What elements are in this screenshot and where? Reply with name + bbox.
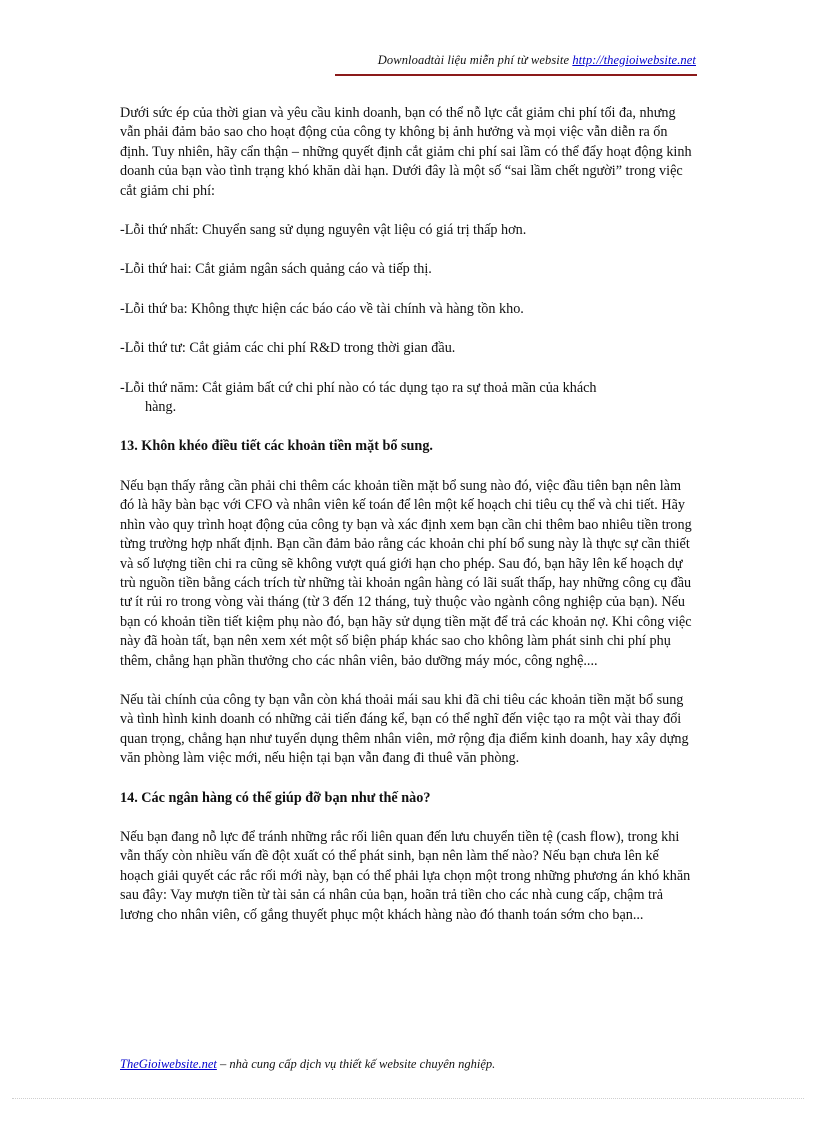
list-item-text: -Lỗi thứ hai: Cắt giảm ngân sách quảng cáo và tiếp thị.: [120, 261, 432, 278]
list-item: [120, 300, 696, 319]
section-13-heading: 13. Khôn khéo điều tiết các khoản tiền mặt bổ sung.: [120, 438, 433, 455]
list-item-text: -Lỗi thứ ba: Không thực hiện các báo cáo về tài chính và hàng tồn kho.: [120, 300, 524, 317]
intro-paragraph: Dưới sức ép của thời gian và yêu cầu kinh doanh, bạn có thể nỗ lực cắt giảm chi phí tối đa, nhưng vẫn phải đảm bảo sao cho hoạt động của công ty không bị ảnh hưởng và mọi việc vẫn diễn ra ổn định. Tuy nhiên, hãy cẩn thận – những quyết định cắt giảm chi phí sai lầm có thể đẩy hoạt động kinh doanh của bạn vào tình trạng khó khăn dài hạn. Dưới đây là một số “sai lầm chết người” trong việc cắt giảm chi phí:: [120, 105, 692, 199]
footer-text: – nhà cung cấp dịch vụ thiết kế website chuyên nghiệp.: [216, 1057, 496, 1071]
page-header: [378, 53, 696, 68]
header-link[interactable]: http://thegioiwebsite.net: [572, 53, 696, 67]
list-item: [120, 260, 696, 279]
list-item-text: -Lỗi thứ tư: Cắt giảm các chi phí R&D trong thời gian đầu.: [120, 340, 456, 357]
page-footer: [120, 1057, 495, 1072]
section-13-paragraph-2: Nếu tài chính của công ty bạn vẫn còn khá thoải mái sau khi đã chi tiêu các khoản tiền mặt bổ sung và tình hình kinh doanh có những cải tiến đáng kể, bạn có thể nghĩ đến việc tạo ra một vài thay đổi quan trọng, chẳng hạn như tuyển dụng thêm nhân viên, mở rộng địa điểm kinh doanh, hay xây dựng văn phòng làm việc mới, nếu hiện tại bạn vẫn đang đi thuê văn phòng.: [120, 691, 689, 767]
section-14-heading: 14. Các ngân hàng có thể giúp đỡ bạn như thế nào?: [120, 789, 431, 806]
list-item: [120, 379, 696, 418]
document-body: [120, 104, 696, 945]
list-item-text: -Lỗi thứ nhất: Chuyển sang sử dụng nguyên vật liệu có giá trị thấp hơn.: [120, 222, 527, 239]
header-rule: [335, 74, 697, 76]
footer-link[interactable]: TheGioiwebsite.net: [120, 1057, 217, 1071]
section-14-paragraph-1: Nếu bạn đang nỗ lực để tránh những rắc rối liên quan đến lưu chuyển tiền tệ (cash flow), trong khi vẫn thấy còn nhiều vấn đề đột xuất có thể phát sinh, bạn nên làm thế nào? Nếu bạn chưa lên kế hoạch giải quyết các rắc rối mới này, bạn có thể phải lựa chọn một trong những phương án khó khăn sau đây: Vay mượn tiền từ tài sản cá nhân của bạn, hoãn trả tiền cho các nhà cung cấp, chậm trả lương cho nhân viên, cố gắng thuyết phục một khách hàng nào đó thanh toán sớm cho bạn...: [120, 828, 691, 923]
page-bottom-divider: [12, 1098, 804, 1099]
section-13-paragraph-1: Nếu bạn thấy rằng cần phải chi thêm các khoản tiền mặt bổ sung nào đó, việc đầu tiên bạn nên làm đó là hãy bàn bạc với CFO và nhân viên kế toán để lên một kế hoạch chi tiêu cụ thể và chi tiết. Hãy nhìn vào quy trình hoạt động của công ty bạn và xác định xem bạn cần chi thêm bao nhiêu tiền trong từng trường hợp nhất định. Bạn cần đảm bảo rằng các khoản chi phí bổ sung này là thực sự cần thiết và số lượng tiền chi ra cũng sẽ không vượt quá giới hạn cho phép. Sau đó, bạn hãy lên kế hoạch dự trù nguồn tiền bằng cách trích từ những tài khoản ngân hàng có lãi suất thấp, hay những công cụ đầu tư ít rủi ro trong vòng vài tháng (từ 3 đến 12 tháng, tuỳ thuộc vào ngành công nghiệp của bạn). Nếu bạn có khoản tiền tiết kiệm phụ nào đó, bạn hãy sử dụng tiền mặt để trả các khoản nợ. Khi công việc này đã hoàn tất, bạn nên xem xét một số biện pháp khác sao cho không làm phát sinh chi phí phụ thêm, chẳng hạn phần thưởng cho các nhân viên, bảo dưỡng máy móc, công nghệ....: [120, 477, 692, 669]
list-item: [120, 339, 696, 358]
list-item: [120, 221, 696, 240]
header-text: Downloadtài liệu miễn phí từ website: [377, 53, 573, 67]
list-item-text: -Lỗi thứ năm: Cắt giảm bất cứ chi phí nào có tác dụng tạo ra sự thoả mãn của khách: [120, 379, 597, 396]
list-item-continuation: hàng.: [145, 399, 177, 416]
